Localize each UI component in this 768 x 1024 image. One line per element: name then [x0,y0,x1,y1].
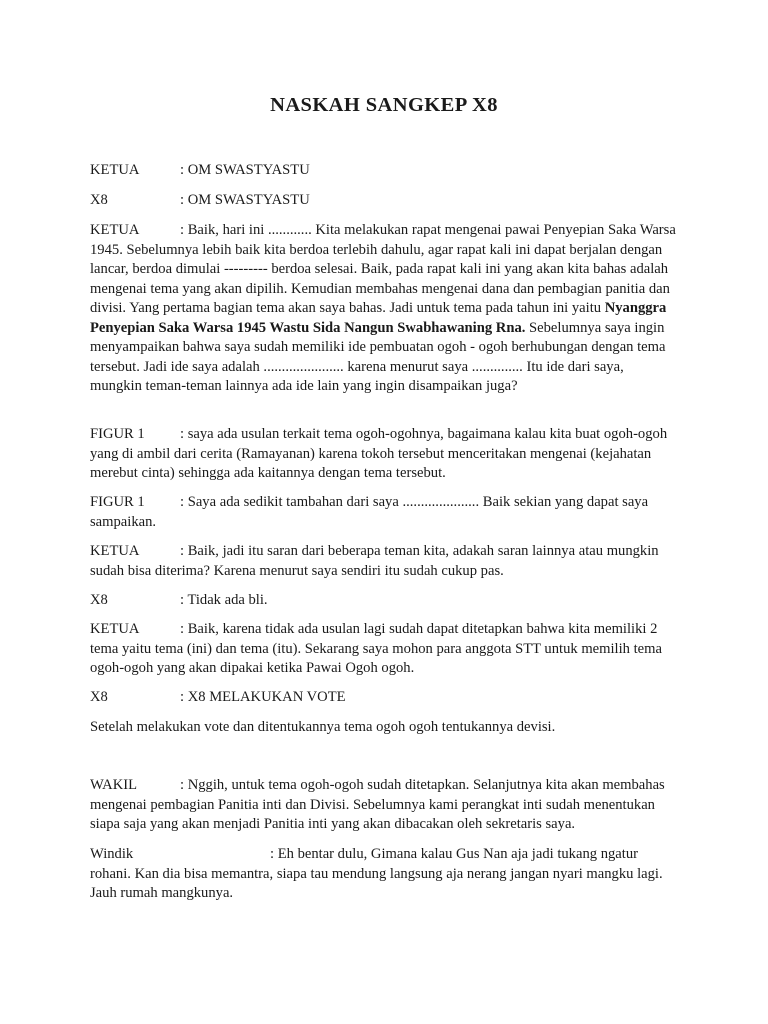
dialogue-paragraph [90,425,678,484]
dialogue-text: : Baik, jadi itu saran dari beberapa teman kita, adakah saran lainnya atau mungkin sudah bisa diterima? Karena menurut saya sendiri itu sudah cukup pas. [90,543,659,579]
speaker-label: KETUA [90,222,140,238]
dialogue-paragraph [90,776,678,835]
speaker-label: WAKIL [90,777,138,793]
dialogue-paragraph [90,845,678,904]
dialogue-paragraph [90,542,678,581]
narration-line [90,718,680,738]
speaker-label: KETUA [90,162,140,178]
dialogue-line [90,591,680,611]
dialogue-text: : Baik, hari ini ............ Kita melakukan rapat mengenai pawai Penyepian Saka Warsa 1945. Sebelumnya lebih baik kita berdoa terlebih dahulu, agar rapat kali ini dapat berjalan dengan lancar, berdoa dimulai --------- berdoa selesai. Baik, pada rapat kali ini yang akan kita bahas adalah mengenai tema yang akan dipilih. Kemudian membahas mengenai dana dan pembagian panitia dan divisi. Yang pertama bagian tema akan saya bahas. Jadi untuk tema pada tahun ini yaitu [90,222,676,316]
dialogue-line [90,688,680,708]
speaker-label: X8 [90,689,108,705]
speaker-label: X8 [90,592,108,608]
dialogue-paragraph [90,493,678,532]
dialogue-text: : X8 MELAKUKAN VOTE [180,689,346,705]
dialogue-line [90,161,680,181]
dialogue-paragraph [90,620,678,679]
dialogue-line [90,191,680,211]
speaker-label: KETUA [90,621,140,637]
dialogue-text: : OM SWASTYASTU [180,192,310,208]
speaker-label: FIGUR 1 [90,426,145,442]
dialogue-text: : Tidak ada bli. [180,592,268,608]
dialogue-text: : OM SWASTYASTU [180,162,310,178]
dialogue-text: : Nggih, untuk tema ogoh-ogoh sudah ditetapkan. Selanjutnya kita akan membahas mengenai pembagian Panitia inti dan Divisi. Sebelumnya kami perangkat inti sudah menentukan siapa saja yang akan menjadi Panitia inti yang akan dibacakan oleh sekretaris saya. [90,777,665,832]
narration-text: Setelah melakukan vote dan ditentukannya tema ogoh ogoh tentukannya devisi. [90,719,556,735]
dialogue-text: : Saya ada sedikit tambahan dari saya ..................... Baik sekian yang dapat saya sampaikan. [90,494,649,530]
dialogue-text-continued: Sebelumnya saya ingin menyampaikan bahwa saya sudah memiliki ide pembuatan ogoh - ogoh berhubungan dengan tema tersebut. Jadi ide saya adalah ...................... karena menurut saya .............. Itu ide dari saya, mungkin teman-teman lainnya ada ide lain yang ingin disampaikan juga? [90,319,666,394]
document-title: NASKAH SANGKEP X8 [270,94,498,116]
speaker-label: FIGUR 1 [90,494,145,510]
dialogue-paragraph [90,221,678,397]
theme-title-bold: Nyanggra Penyepian Saka Warsa 1945 Wastu Sida Nangun Swabhawaning Rna. [90,300,667,336]
speaker-label: X8 [90,192,108,208]
speaker-label: KETUA [90,543,140,559]
dialogue-text: : Eh bentar dulu, Gimana kalau Gus Nan aja jadi tukang ngatur rohani. Kan dia bisa memantra, siapa tau mendung langsung aja nerang jangan nyari mangku lagi. Jauh rumah mangkunya. [90,846,663,901]
dialogue-text: : Baik, karena tidak ada usulan lagi sudah dapat ditetapkan bahwa kita memiliki 2 tema yaitu tema (ini) dan tema (itu). Sekarang saya mohon para anggota STT untuk memilih tema ogoh-ogoh yang akan dipakai ketika Pawai Ogoh ogoh. [90,621,662,676]
dialogue-text: : saya ada usulan terkait tema ogoh-ogohnya, bagaimana kalau kita buat ogoh-ogoh yang di ambil dari cerita (Ramayanan) karena tokoh tersebut menceritakan mengenai (kejahatan merebut cinta) sehingga ada kaitannya dengan tema tersebut. [90,426,668,481]
speaker-label: Windik [90,846,134,862]
